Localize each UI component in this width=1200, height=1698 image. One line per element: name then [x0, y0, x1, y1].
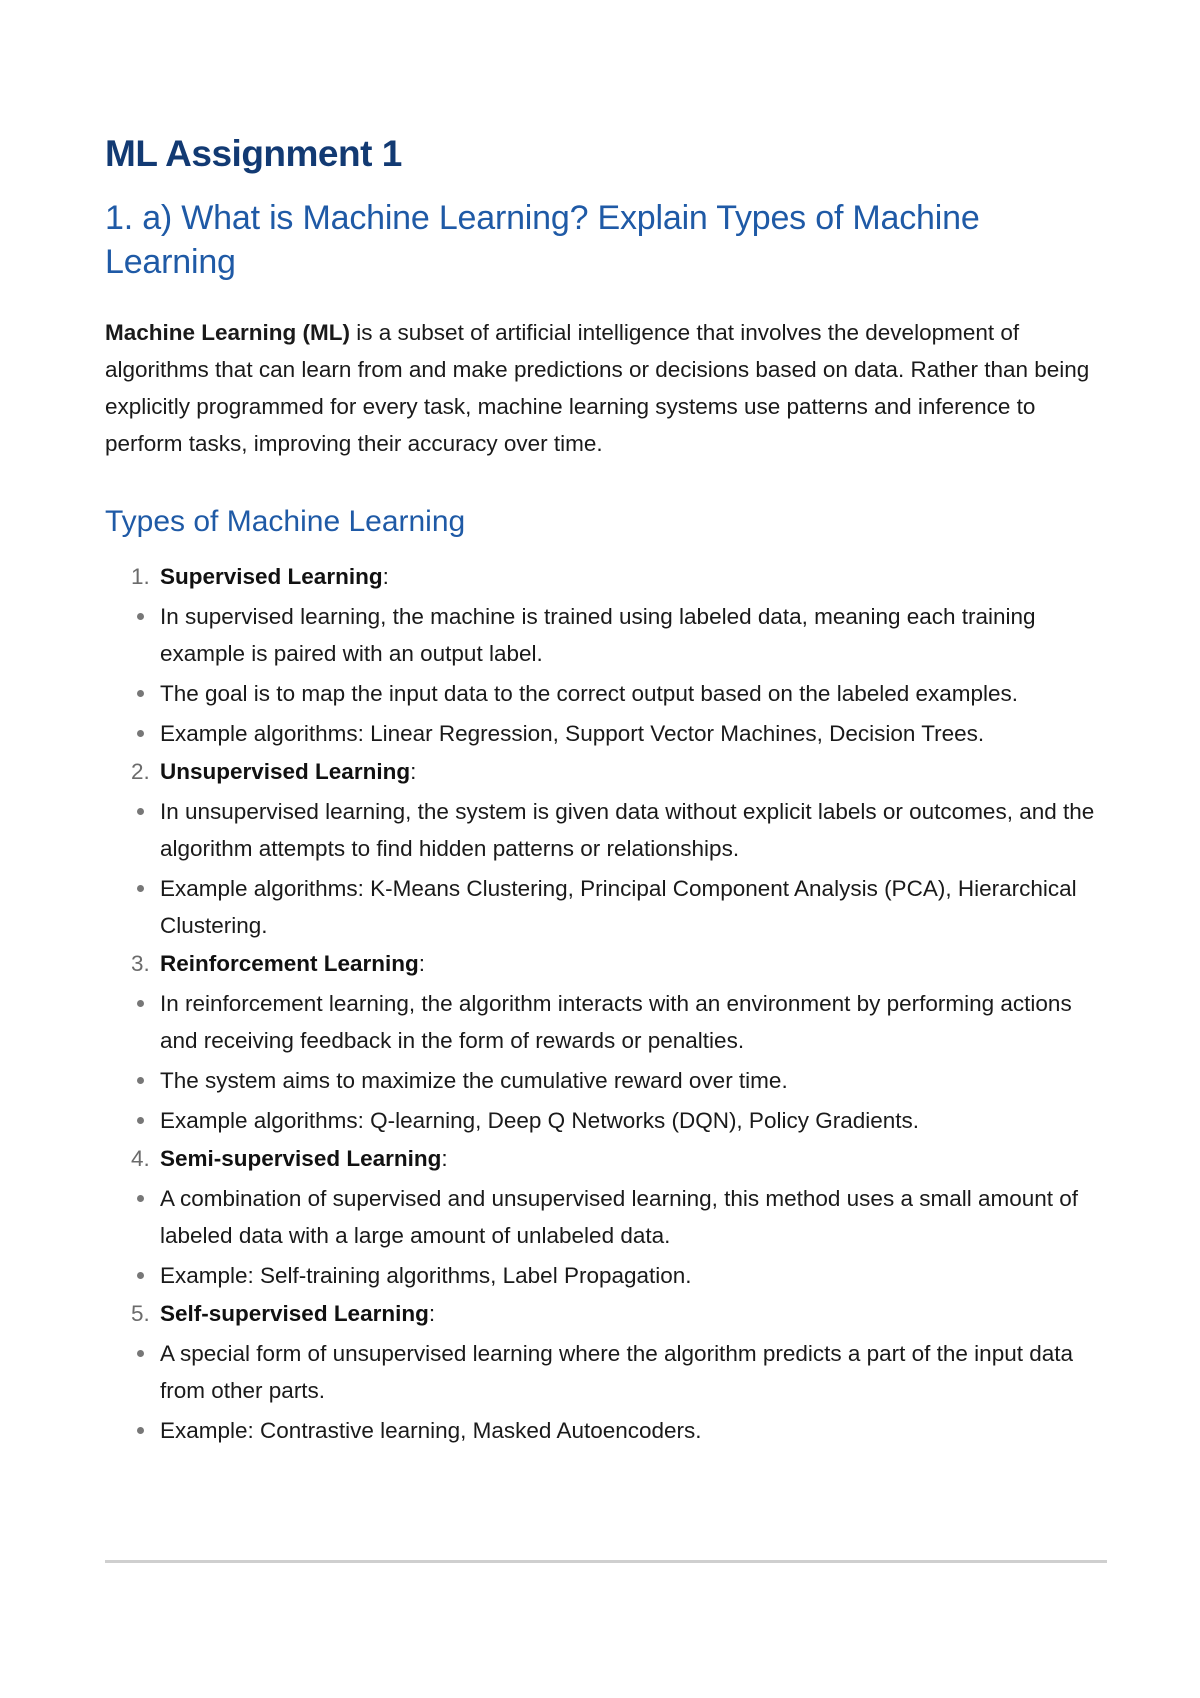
type-item-semi-supervised [105, 1140, 1095, 1177]
list-item [105, 1257, 1095, 1294]
type-name: Reinforcement Learning [160, 951, 419, 976]
type-number: 3. [131, 951, 150, 976]
intro-text: is a subset of artificial intelligence that involves the development of algorithms that can learn from and make predictions or decisions based on data. Rather than being explicitly programmed for every task, machine learning systems use patterns and inference to perform tasks, improving their accuracy over time. [105, 320, 1090, 456]
bullet-icon [137, 1195, 144, 1202]
bullet-text: The goal is to map the input data to the correct output based on the labeled examples. [160, 681, 1019, 706]
list-item [105, 870, 1095, 944]
bullet-icon [137, 1000, 144, 1007]
bullet-icon [137, 1427, 144, 1434]
page-title: ML Assignment 1 [105, 133, 402, 174]
bullet-icon [137, 690, 144, 697]
bullet-text: Example algorithms: Linear Regression, Support Vector Machines, Decision Trees. [160, 721, 985, 746]
type-name: Unsupervised Learning [160, 759, 411, 784]
types-list [105, 558, 1095, 1449]
type-suffix: : [441, 1146, 448, 1171]
bullet-text: In supervised learning, the machine is trained using labeled data, meaning each training example is paired with an output label. [160, 604, 1036, 666]
bullet-icon [137, 1077, 144, 1084]
list-item [105, 675, 1095, 712]
type-number: 4. [131, 1146, 150, 1171]
bullet-icon [137, 808, 144, 815]
list-item [105, 1335, 1095, 1409]
type-item-reinforcement [105, 945, 1095, 982]
list-item [105, 1062, 1095, 1099]
question-heading: 1. a) What is Machine Learning? Explain Types of Machine Learning [105, 199, 980, 281]
type-suffix: : [418, 951, 426, 976]
bullet-text: In unsupervised learning, the system is given data without explicit labels or outcomes, and the algorithm attempts to find hidden patterns or relationships. [160, 799, 1095, 861]
bullet-text: A combination of supervised and unsupervised learning, this method uses a small amount of labeled data with a large amount of unlabeled data. [160, 1186, 1079, 1248]
bullet-text: Example: Contrastive learning, Masked Autoencoders. [160, 1418, 702, 1443]
type-name: Supervised Learning [160, 564, 383, 589]
bullet-icon [137, 885, 144, 892]
type-item-self-supervised [105, 1295, 1095, 1332]
list-item [105, 1412, 1095, 1449]
type-item-unsupervised [105, 753, 1095, 790]
bullet-text: In reinforcement learning, the algorithm interacts with an environment by performing actions and receiving feedback in the form of rewards or penalties. [160, 991, 1072, 1053]
type-number: 2. [131, 759, 150, 784]
bullet-icon [137, 1117, 144, 1124]
bullet-icon [137, 613, 144, 620]
section-heading: Types of Machine Learning [105, 505, 466, 538]
bullet-text: The system aims to maximize the cumulative reward over time. [160, 1068, 788, 1093]
bullet-text: A special form of unsupervised learning where the algorithm predicts a part of the input data from other parts. [160, 1341, 1074, 1403]
list-item [105, 1180, 1095, 1254]
list-item [105, 985, 1095, 1059]
bullet-icon [137, 730, 144, 737]
type-item-supervised [105, 558, 1095, 595]
page-divider [105, 1560, 1107, 1563]
type-suffix: : [428, 1301, 436, 1326]
list-item [105, 715, 1095, 752]
type-name: Self-supervised Learning [160, 1301, 429, 1326]
bullet-text: Example algorithms: K-Means Clustering, Principal Component Analysis (PCA), Hierarchical Clustering. [160, 876, 1077, 938]
bullet-icon [137, 1350, 144, 1357]
list-item [105, 598, 1095, 672]
bullet-text: Example algorithms: Q-learning, Deep Q Networks (DQN), Policy Gradients. [160, 1108, 920, 1133]
list-item [105, 1102, 1095, 1139]
list-item [105, 793, 1095, 867]
type-suffix: : [410, 759, 417, 784]
type-name: Semi-supervised Learning [160, 1146, 442, 1171]
type-number: 1. [131, 564, 150, 589]
intro-paragraph [105, 314, 1095, 462]
type-number: 5. [131, 1301, 150, 1326]
bullet-text: Example: Self-training algorithms, Label Propagation. [160, 1263, 692, 1288]
intro-bold-term: Machine Learning (ML) [105, 320, 351, 345]
type-suffix: : [382, 564, 389, 589]
bullet-icon [137, 1272, 144, 1279]
